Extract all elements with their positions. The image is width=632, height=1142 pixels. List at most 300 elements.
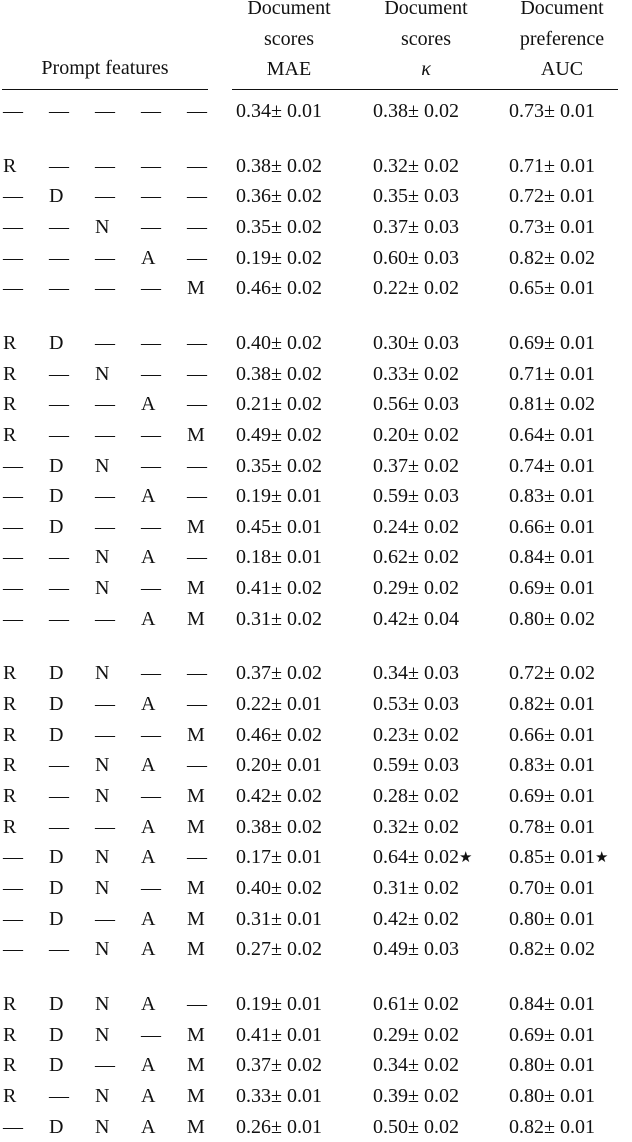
- feature-cell: —: [3, 938, 23, 961]
- feature-cell: —: [141, 454, 161, 477]
- feature-cell: A: [141, 485, 156, 508]
- kappa-cell-value: 0.62± 0.02: [373, 546, 459, 569]
- table-row: [0, 750, 632, 780]
- feature-cell: R: [3, 1054, 17, 1077]
- table-row: [0, 212, 632, 242]
- kappa-cell: [373, 658, 459, 688]
- feature-cell: R: [3, 992, 17, 1015]
- kappa-cell: [373, 904, 459, 934]
- feature-cell: N: [95, 785, 110, 807]
- auc-cell: [509, 658, 595, 688]
- feature-cell: —: [49, 154, 69, 177]
- mae-cell-value: 0.22± 0.01: [236, 693, 322, 715]
- feature-cell: R: [3, 693, 17, 715]
- feature-cell: —: [95, 154, 115, 177]
- kappa-cell-value: 0.50± 0.02: [373, 1115, 459, 1138]
- feature-cell: D: [49, 454, 64, 477]
- table-row: [0, 1081, 632, 1111]
- feature-cell: A: [141, 1054, 156, 1077]
- header-auc-line2: preference: [519, 27, 605, 50]
- mae-cell: [236, 934, 322, 964]
- feature-cell: N: [95, 992, 110, 1015]
- mae-cell-value: 0.38± 0.02: [236, 362, 322, 385]
- feature-cell: D: [49, 485, 64, 508]
- feature-cell: R: [3, 393, 17, 416]
- feature-cell: A: [141, 246, 156, 269]
- feature-cell: —: [49, 577, 69, 600]
- kappa-cell-value: 0.32± 0.02: [373, 154, 459, 177]
- table-row: [0, 658, 632, 688]
- feature-cell: N: [95, 216, 110, 238]
- feature-cell: D: [49, 515, 64, 538]
- auc-cell-value: 0.80± 0.01: [509, 907, 595, 930]
- feature-cell: —: [49, 1084, 69, 1107]
- feature-cell: —: [141, 723, 161, 746]
- feature-cell: —: [95, 246, 115, 269]
- mae-cell: [236, 1112, 322, 1142]
- auc-cell: [509, 989, 595, 1019]
- auc-cell-value: 0.64± 0.01: [509, 423, 595, 446]
- kappa-cell-value: 0.29± 0.02: [373, 1023, 459, 1046]
- feature-cell: A: [141, 846, 156, 869]
- table-row: [0, 720, 632, 750]
- kappa-cell-value: 0.23± 0.02: [373, 723, 459, 746]
- feature-cell: —: [3, 546, 23, 569]
- feature-cell: —: [187, 454, 207, 477]
- feature-cell: M: [187, 785, 205, 807]
- feature-cell: —: [187, 154, 207, 177]
- header-mae-line2: scores: [264, 27, 314, 50]
- mae-cell: [236, 1050, 322, 1080]
- feature-cell: N: [95, 662, 110, 685]
- auc-cell: [509, 243, 595, 273]
- table-row: [0, 243, 632, 273]
- feature-cell: —: [49, 100, 69, 122]
- kappa-cell-value: 0.31± 0.02: [373, 876, 459, 899]
- feature-cell: —: [187, 362, 207, 385]
- auc-cell-value: 0.82± 0.01: [509, 693, 595, 715]
- kappa-cell-value: 0.53± 0.03: [373, 693, 459, 715]
- feature-cell: A: [141, 607, 156, 630]
- kappa-cell-value: 0.22± 0.02: [373, 277, 459, 300]
- kappa-cell-value: 0.42± 0.02: [373, 907, 459, 930]
- auc-cell: [509, 96, 595, 126]
- auc-cell-value: 0.66± 0.01: [509, 723, 595, 746]
- mae-cell-value: 0.41± 0.02: [236, 577, 322, 600]
- feature-cell: M: [187, 277, 205, 300]
- feature-cell: N: [95, 1023, 110, 1046]
- feature-cell: —: [49, 815, 69, 838]
- mae-cell-value: 0.18± 0.01: [236, 546, 322, 569]
- auc-cell-value: 0.82± 0.02: [509, 246, 595, 269]
- feature-cell: —: [141, 423, 161, 446]
- feature-cell: N: [95, 1084, 110, 1107]
- header-auc-line3: AUC: [540, 58, 584, 80]
- table-row: [0, 1112, 632, 1142]
- kappa-cell: [373, 750, 459, 780]
- auc-cell: [509, 1112, 595, 1142]
- feature-cell: —: [141, 785, 161, 807]
- feature-cell: N: [95, 546, 110, 569]
- kappa-cell: [373, 689, 459, 719]
- feature-cell: A: [141, 393, 156, 416]
- table-row: [0, 96, 632, 126]
- header-mae-line3: MAE: [266, 58, 312, 80]
- feature-cell: A: [141, 907, 156, 930]
- feature-cell: —: [49, 607, 69, 630]
- kappa-cell-value: 0.56± 0.03: [373, 393, 459, 416]
- auc-cell: [509, 328, 595, 358]
- feature-cell: —: [3, 1115, 23, 1138]
- feature-cell: —: [95, 185, 115, 208]
- mae-cell-value: 0.31± 0.02: [236, 607, 322, 630]
- auc-cell: [509, 359, 595, 389]
- feature-cell: N: [95, 876, 110, 899]
- mae-cell-value: 0.35± 0.02: [236, 216, 322, 238]
- kappa-cell: [373, 151, 459, 181]
- feature-cell: A: [141, 1084, 156, 1107]
- feature-cell: M: [187, 1023, 205, 1046]
- kappa-cell: [373, 212, 459, 242]
- feature-cell: A: [141, 815, 156, 838]
- kappa-cell-value: 0.59± 0.03: [373, 754, 459, 777]
- mae-cell: [236, 359, 322, 389]
- mae-cell: [236, 212, 322, 242]
- feature-cell: —: [95, 1054, 115, 1077]
- mae-cell-value: 0.46± 0.02: [236, 723, 322, 746]
- feature-cell: M: [187, 1054, 205, 1077]
- feature-cell: —: [187, 662, 207, 685]
- table-row: [0, 781, 632, 811]
- kappa-cell: [373, 389, 459, 419]
- kappa-cell-value: 0.64± 0.02: [373, 846, 459, 869]
- mae-cell: [236, 151, 322, 181]
- auc-cell: [509, 389, 595, 419]
- feature-cell: —: [141, 515, 161, 538]
- header-auc-line1: Document: [520, 0, 604, 19]
- feature-cell: —: [49, 546, 69, 569]
- mae-cell: [236, 481, 322, 511]
- auc-cell: [509, 420, 595, 450]
- auc-cell-value: 0.84± 0.01: [509, 546, 595, 569]
- feature-cell: R: [3, 785, 17, 807]
- feature-cell: —: [49, 216, 69, 238]
- auc-cell-value: 0.80± 0.01: [509, 1084, 595, 1107]
- auc-cell-value: 0.66± 0.01: [509, 515, 595, 538]
- mae-cell: [236, 989, 322, 1019]
- auc-cell-value: 0.73± 0.01: [509, 100, 595, 122]
- auc-cell: [509, 1081, 595, 1111]
- mae-cell: [236, 451, 322, 481]
- feature-cell: M: [187, 723, 205, 746]
- kappa-cell: [373, 842, 472, 874]
- table-row: [0, 812, 632, 842]
- feature-cell: —: [187, 185, 207, 208]
- feature-cell: —: [187, 992, 207, 1015]
- feature-cell: —: [3, 100, 23, 122]
- feature-cell: D: [49, 1054, 64, 1077]
- kappa-cell: [373, 512, 459, 542]
- feature-cell: M: [187, 423, 205, 446]
- kappa-cell: [373, 451, 459, 481]
- kappa-cell: [373, 1050, 459, 1080]
- feature-cell: M: [187, 1084, 205, 1107]
- kappa-cell-value: 0.42± 0.04: [373, 607, 459, 630]
- kappa-cell-value: 0.37± 0.03: [373, 216, 459, 238]
- auc-cell: [509, 604, 595, 634]
- auc-cell-value: 0.82± 0.02: [509, 938, 595, 961]
- kappa-cell-value: 0.24± 0.02: [373, 515, 459, 538]
- feature-cell: —: [3, 185, 23, 208]
- header-mae-line1: Document: [247, 0, 331, 19]
- kappa-cell: [373, 873, 459, 903]
- table-row: [0, 989, 632, 1019]
- mae-cell-value: 0.31± 0.01: [236, 907, 322, 930]
- mae-cell: [236, 689, 322, 719]
- auc-cell: [509, 781, 595, 811]
- feature-cell: D: [49, 185, 64, 208]
- mae-cell: [236, 904, 322, 934]
- auc-cell-value: 0.69± 0.01: [509, 577, 595, 600]
- feature-cell: A: [141, 992, 156, 1015]
- feature-cell: —: [49, 277, 69, 300]
- feature-cell: —: [3, 277, 23, 300]
- feature-cell: —: [95, 693, 115, 715]
- feature-cell: —: [141, 577, 161, 600]
- kappa-cell-value: 0.33± 0.02: [373, 362, 459, 385]
- mae-cell: [236, 750, 322, 780]
- table-row: [0, 1020, 632, 1050]
- table-row: [0, 420, 632, 450]
- feature-cell: R: [3, 154, 17, 177]
- kappa-cell: [373, 273, 459, 303]
- auc-cell: [509, 573, 595, 603]
- feature-cell: —: [187, 754, 207, 777]
- kappa-cell-value: 0.37± 0.02: [373, 454, 459, 477]
- mae-cell: [236, 842, 322, 872]
- feature-cell: M: [187, 515, 205, 538]
- feature-cell: A: [141, 693, 156, 715]
- mae-cell-value: 0.26± 0.01: [236, 1115, 322, 1138]
- feature-cell: M: [187, 907, 205, 930]
- feature-cell: —: [141, 362, 161, 385]
- mae-cell: [236, 389, 322, 419]
- mae-cell-value: 0.38± 0.02: [236, 154, 322, 177]
- auc-cell-value: 0.69± 0.01: [509, 331, 595, 354]
- auc-cell-value: 0.71± 0.01: [509, 362, 595, 385]
- feature-cell: D: [49, 1115, 64, 1138]
- mae-cell: [236, 1081, 322, 1111]
- table-row: [0, 604, 632, 634]
- kappa-cell-value: 0.29± 0.02: [373, 577, 459, 600]
- auc-cell-value: 0.72± 0.02: [509, 662, 595, 685]
- feature-cell: —: [187, 546, 207, 569]
- kappa-cell-value: 0.38± 0.02: [373, 100, 459, 122]
- feature-cell: —: [49, 362, 69, 385]
- kappa-cell: [373, 989, 459, 1019]
- feature-cell: —: [3, 485, 23, 508]
- mae-cell: [236, 573, 322, 603]
- auc-cell-value: 0.71± 0.01: [509, 154, 595, 177]
- feature-cell: —: [187, 331, 207, 354]
- feature-cell: —: [49, 246, 69, 269]
- auc-cell: [509, 934, 595, 964]
- feature-cell: R: [3, 362, 17, 385]
- feature-cell: D: [49, 693, 64, 715]
- header-prompt-features: Prompt features: [41, 57, 169, 79]
- feature-cell: —: [95, 393, 115, 416]
- feature-cell: R: [3, 754, 17, 777]
- feature-cell: —: [49, 754, 69, 777]
- feature-cell: —: [187, 246, 207, 269]
- feature-cell: —: [49, 393, 69, 416]
- header-kappa-line2: scores: [401, 27, 451, 50]
- feature-cell: M: [187, 876, 205, 899]
- mae-cell-value: 0.41± 0.01: [236, 1023, 322, 1046]
- mae-cell: [236, 873, 322, 903]
- mae-cell-value: 0.49± 0.02: [236, 423, 322, 446]
- kappa-cell-value: 0.61± 0.02: [373, 992, 459, 1015]
- feature-cell: —: [141, 331, 161, 354]
- mae-cell-value: 0.19± 0.02: [236, 246, 322, 269]
- feature-cell: —: [187, 100, 207, 122]
- auc-cell: [509, 750, 595, 780]
- auc-cell: [509, 481, 595, 511]
- table-row: [0, 904, 632, 934]
- auc-cell-value: 0.83± 0.01: [509, 754, 595, 777]
- mae-cell: [236, 420, 322, 450]
- auc-cell: [509, 212, 595, 242]
- feature-cell: —: [141, 100, 161, 122]
- table-row: [0, 512, 632, 542]
- kappa-cell-value: 0.28± 0.02: [373, 785, 459, 807]
- kappa-cell: [373, 573, 459, 603]
- table-row: [0, 573, 632, 603]
- table-row: [0, 873, 632, 903]
- mae-cell-value: 0.42± 0.02: [236, 785, 322, 807]
- feature-cell: —: [187, 216, 207, 238]
- table-row: [0, 359, 632, 389]
- kappa-cell: [373, 604, 459, 634]
- auc-cell-value: 0.84± 0.01: [509, 992, 595, 1015]
- auc-cell: [509, 689, 595, 719]
- auc-cell-value: 0.72± 0.01: [509, 185, 595, 208]
- mae-cell: [236, 328, 322, 358]
- feature-cell: —: [49, 423, 69, 446]
- auc-cell: [509, 1050, 595, 1080]
- auc-cell-value: 0.83± 0.01: [509, 485, 595, 508]
- auc-cell-value: 0.80± 0.01: [509, 1054, 595, 1077]
- feature-cell: —: [187, 693, 207, 715]
- feature-cell: R: [3, 815, 17, 838]
- mae-cell-value: 0.20± 0.01: [236, 754, 322, 777]
- table-row: [0, 389, 632, 419]
- feature-cell: —: [49, 938, 69, 961]
- table-row: [0, 151, 632, 181]
- table-row: [0, 481, 632, 511]
- mae-cell-value: 0.37± 0.02: [236, 1054, 322, 1077]
- feature-cell: —: [3, 607, 23, 630]
- kappa-cell: [373, 420, 459, 450]
- header-kappa-line1: Document: [384, 0, 468, 19]
- kappa-cell: [373, 1020, 459, 1050]
- feature-cell: —: [141, 185, 161, 208]
- kappa-cell-value: 0.35± 0.03: [373, 185, 459, 208]
- kappa-cell: [373, 781, 459, 811]
- feature-cell: —: [141, 216, 161, 238]
- kappa-cell-value: 0.20± 0.02: [373, 423, 459, 446]
- kappa-cell: [373, 96, 459, 126]
- auc-cell-value: 0.65± 0.01: [509, 277, 595, 300]
- feature-cell: M: [187, 577, 205, 600]
- kappa-cell: [373, 812, 459, 842]
- feature-cell: D: [49, 992, 64, 1015]
- table-row: [0, 842, 632, 872]
- kappa-cell-value: 0.34± 0.03: [373, 662, 459, 685]
- kappa-cell: [373, 542, 459, 572]
- feature-cell: N: [95, 1115, 110, 1138]
- feature-cell: R: [3, 723, 17, 746]
- kappa-cell: [373, 328, 459, 358]
- auc-cell: [509, 812, 595, 842]
- mae-cell: [236, 243, 322, 273]
- feature-cell: A: [141, 754, 156, 777]
- mae-cell: [236, 658, 322, 688]
- feature-cell: R: [3, 1084, 17, 1107]
- auc-cell-value: 0.85± 0.01: [509, 846, 595, 869]
- feature-cell: —: [49, 785, 69, 807]
- kappa-cell-value: 0.32± 0.02: [373, 815, 459, 838]
- auc-cell-value: 0.69± 0.01: [509, 785, 595, 807]
- mae-cell: [236, 181, 322, 211]
- feature-cell: D: [49, 662, 64, 685]
- table-row: [0, 1050, 632, 1080]
- mae-cell-value: 0.36± 0.02: [236, 185, 322, 208]
- feature-cell: —: [95, 723, 115, 746]
- mae-cell: [236, 96, 322, 126]
- mae-cell-value: 0.34± 0.01: [236, 100, 322, 122]
- feature-cell: —: [95, 815, 115, 838]
- feature-cell: N: [95, 577, 110, 600]
- kappa-cell-value: 0.30± 0.03: [373, 331, 459, 354]
- table-row: [0, 451, 632, 481]
- mae-cell-value: 0.21± 0.02: [236, 393, 322, 416]
- best-star-icon: ★: [458, 850, 473, 867]
- feature-cell: —: [3, 246, 23, 269]
- feature-cell: —: [3, 216, 23, 238]
- feature-cell: D: [49, 907, 64, 930]
- mae-cell-value: 0.46± 0.02: [236, 277, 322, 300]
- mae-cell-value: 0.19± 0.01: [236, 992, 322, 1015]
- feature-cell: A: [141, 1115, 156, 1138]
- feature-cell: A: [141, 938, 156, 961]
- feature-cell: —: [95, 607, 115, 630]
- feature-cell: R: [3, 662, 17, 685]
- mae-cell-value: 0.35± 0.02: [236, 454, 322, 477]
- auc-cell-value: 0.81± 0.02: [509, 393, 595, 416]
- mae-cell-value: 0.33± 0.01: [236, 1084, 322, 1107]
- feature-cell: D: [49, 876, 64, 899]
- table-row: [0, 273, 632, 303]
- mae-cell: [236, 781, 322, 811]
- mae-cell-value: 0.40± 0.02: [236, 876, 322, 899]
- auc-cell: [509, 273, 595, 303]
- mae-cell-value: 0.40± 0.02: [236, 331, 322, 354]
- feature-cell: M: [187, 1115, 205, 1138]
- feature-cell: —: [141, 154, 161, 177]
- feature-cell: —: [187, 393, 207, 416]
- auc-cell: [509, 720, 595, 750]
